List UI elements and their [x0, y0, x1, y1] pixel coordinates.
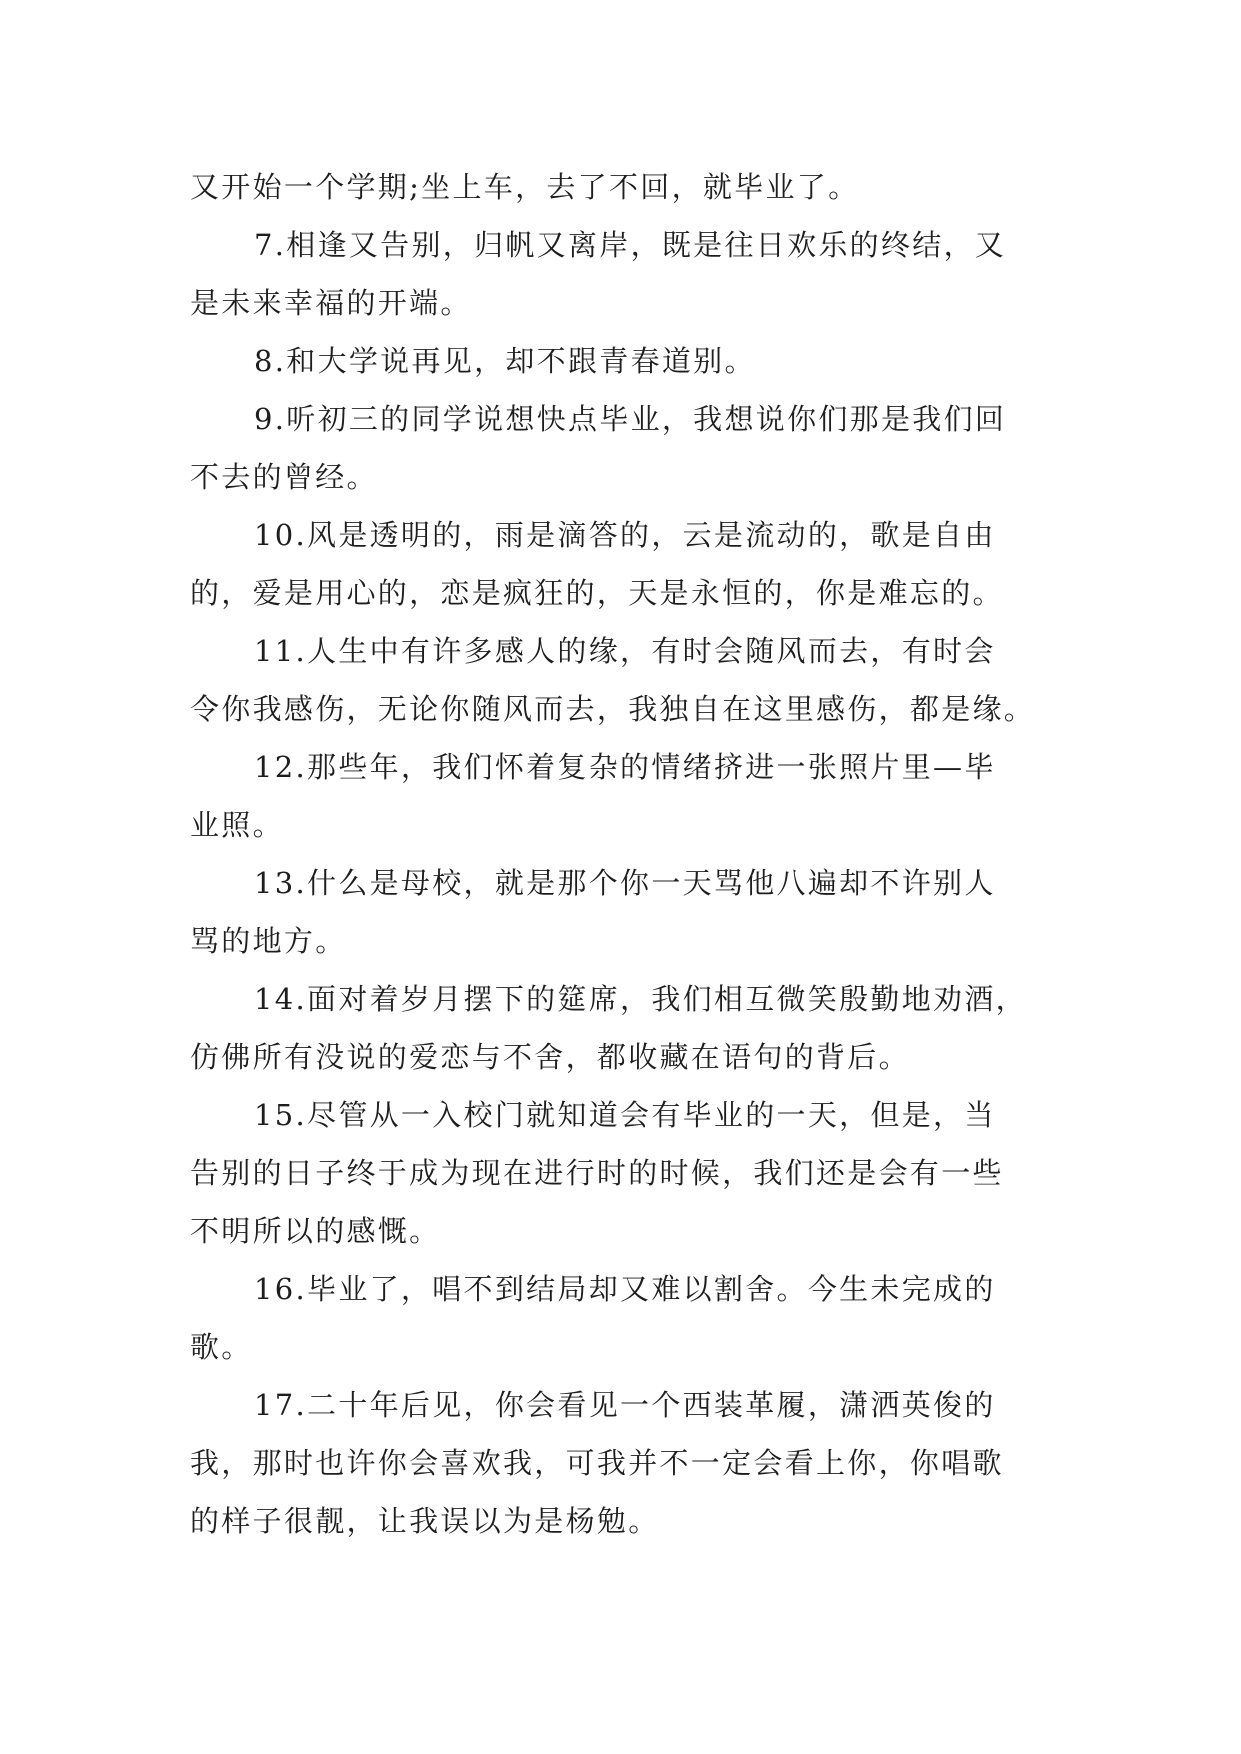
text-line: 15.尽管从一入校门就知道会有毕业的一天，但是，当 — [254, 1098, 996, 1132]
text-line: 14.面对着岁月摆下的筵席，我们相互微笑殷勤地劝酒， — [254, 982, 1027, 1016]
paragraph — [190, 506, 1060, 622]
paragraph — [190, 970, 1060, 1086]
text-line: 不明所以的感慨。 — [190, 1214, 441, 1248]
paragraph — [190, 622, 1060, 738]
document-body — [190, 158, 1060, 1550]
text-line: 11.人生中有许多感人的缘，有时会随风而去，有时会 — [254, 634, 996, 668]
text-line: 10.风是透明的，雨是滴答的，云是流动的，歌是自由 — [254, 518, 996, 552]
text-line: 13.什么是母校，就是那个你一天骂他八遍却不许别人 — [254, 866, 996, 900]
paragraph — [190, 1376, 1060, 1550]
text-line: 业照。 — [190, 808, 284, 842]
text-line: 告别的日子终于成为现在进行时的时候，我们还是会有一些 — [190, 1156, 1004, 1190]
paragraph — [190, 1260, 1060, 1376]
text-line: 骂的地方。 — [190, 924, 347, 958]
text-line: 17.二十年后见，你会看见一个西装革履，潇洒英俊的 — [254, 1388, 996, 1422]
text-line: 的样子很靓，让我误以为是杨勉。 — [190, 1504, 660, 1538]
text-line: 12.那些年，我们怀着复杂的情绪挤进一张照片里—毕 — [254, 750, 996, 784]
text-line: 仿佛所有没说的爱恋与不舍，都收藏在语句的背后。 — [190, 1040, 910, 1074]
text-line: 9.听初三的同学说想快点毕业，我想说你们那是我们回 — [254, 402, 1007, 436]
paragraph — [190, 332, 1060, 390]
paragraph — [190, 216, 1060, 332]
paragraph — [190, 738, 1060, 854]
paragraph — [190, 1086, 1060, 1260]
paragraph — [190, 854, 1060, 970]
paragraph — [190, 390, 1060, 506]
text-line: 又开始一个学期;坐上车，去了不回，就毕业了。 — [190, 170, 860, 204]
text-line: 歌。 — [190, 1330, 253, 1364]
text-line: 不去的曾经。 — [190, 460, 378, 494]
text-line: 我，那时也许你会喜欢我，可我并不一定会看上你，你唱歌 — [190, 1446, 1004, 1480]
text-line: 7.相逢又告别，归帆又离岸，既是往日欢乐的终结，又 — [254, 228, 1007, 262]
text-line: 16.毕业了，唱不到结局却又难以割舍。今生未完成的 — [254, 1272, 996, 1306]
text-line: 是未来幸福的开端。 — [190, 286, 472, 320]
text-line: 令你我感伤，无论你随风而去，我独自在这里感伤，都是缘。 — [190, 692, 1036, 726]
text-line: 的，爱是用心的，恋是疯狂的，天是永恒的，你是难忘的。 — [190, 576, 1004, 610]
paragraph — [190, 158, 1060, 216]
text-line: 8.和大学说再见，却不跟青春道别。 — [254, 344, 756, 378]
